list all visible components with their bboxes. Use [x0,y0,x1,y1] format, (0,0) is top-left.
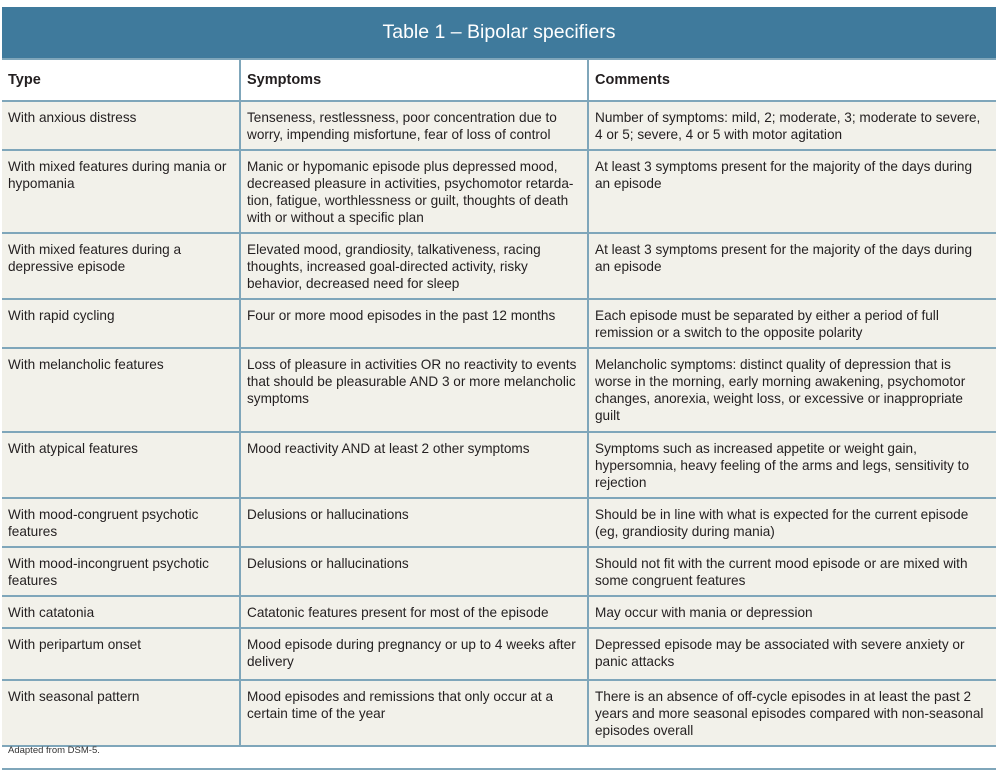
table-row [2,233,996,299]
cell-symptoms: Catatonic features present for most of the episode [240,596,588,628]
cell-symptoms: Loss of pleasure in activities OR no reactivity to events that should be pleasurable AND 3 or more melancholic symptoms [240,348,588,432]
cell-comments: Should not fit with the current mood episode or are mixed with some congruent features [588,547,996,596]
cell-comments: Symptoms such as increased appetite or weight gain, hypersomnia, heavy feeling of the arms and legs, sensitivity to rejection [588,432,996,498]
cell-symptoms: Mood episode during pregnancy or up to 4 weeks after delivery [240,628,588,680]
bipolar-specifiers-table [2,58,996,747]
cell-type: With anxious distress [2,101,240,150]
cell-comments: Should be in line with what is expected for the current episode (eg, grandiosity during mania) [588,498,996,547]
cell-symptoms: Delusions or hallucinations [240,498,588,547]
table-row [2,596,996,628]
table-title-bar [2,7,996,58]
cell-symptoms: Manic or hypomanic episode plus depressed mood, decreased pleasure in activities, psychomotor retardation, fatigue, worthlessness or guilt, thoughts of death with or without a specific plan [240,150,588,233]
column-header-comments: Comments [588,59,996,101]
column-header-type: Type [2,59,240,101]
cell-type: With rapid cycling [2,299,240,348]
table-row [2,680,996,746]
table-row [2,547,996,596]
cell-comments: May occur with mania or depression [588,596,996,628]
table-row [2,101,996,150]
cell-comments: Depressed episode may be associated with severe anxiety or panic attacks [588,628,996,680]
cell-type: With mixed features during a depressive episode [2,233,240,299]
cell-comments: At least 3 symptoms present for the majority of the days during an episode [588,150,996,233]
cell-type: With atypical features [2,432,240,498]
cell-type: With mood-congruent psychotic features [2,498,240,547]
cell-symptoms: Mood episodes and remissions that only occur at a certain time of the year [240,680,588,746]
cell-symptoms: Delusions or hallucinations [240,547,588,596]
cell-type: With melancholic features [2,348,240,432]
column-header-symptoms: Symptoms [240,59,588,101]
cell-comments: At least 3 symptoms present for the majority of the days during an episode [588,233,996,299]
table-row [2,628,996,680]
cell-comments: Number of symptoms: mild, 2; moderate, 3; moderate to severe, 4 or 5; severe, 4 or 5 with motor agitation [588,101,996,150]
cell-symptoms: Mood reactivity AND at least 2 other symptoms [240,432,588,498]
table-row [2,348,996,432]
cell-symptoms: Tenseness, restlessness, poor concentration due to worry, impending misfortune, fear of loss of control [240,101,588,150]
table-row [2,432,996,498]
source-footnote: Adapted from DSM-5. [8,745,100,756]
table-row [2,498,996,547]
table-row [2,150,996,233]
table-header-row [2,59,996,101]
cell-comments: There is an absence of off-cycle episodes in at least the past 2 years and more seasonal episodes compared with non-seasonal episodes overall [588,680,996,746]
table-body [2,101,996,746]
cell-type: With seasonal pattern [2,680,240,746]
cell-symptoms: Elevated mood, grandiosity, talkativeness, racing thoughts, increased goal-directed activity, risky behavior, decreased need for sleep [240,233,588,299]
cell-type: With mood-incongruent psychotic features [2,547,240,596]
cell-comments: Each episode must be separated by either a period of full remission or a switch to the opposite polarity [588,299,996,348]
cell-type: With mixed features during mania or hypomania [2,150,240,233]
cell-type: With peripartum onset [2,628,240,680]
table-row [2,299,996,348]
cell-type: With catatonia [2,596,240,628]
cell-symptoms: Four or more mood episodes in the past 12 months [240,299,588,348]
bottom-divider [2,768,996,770]
cell-comments: Melancholic symptoms: distinct quality of depression that is worse in the morning, early morning awakening, psychomotor changes, anorexia, weight loss, or excessive or inappropriate guilt [588,348,996,432]
table-title: Table 1 – Bipolar specifiers [382,21,616,43]
